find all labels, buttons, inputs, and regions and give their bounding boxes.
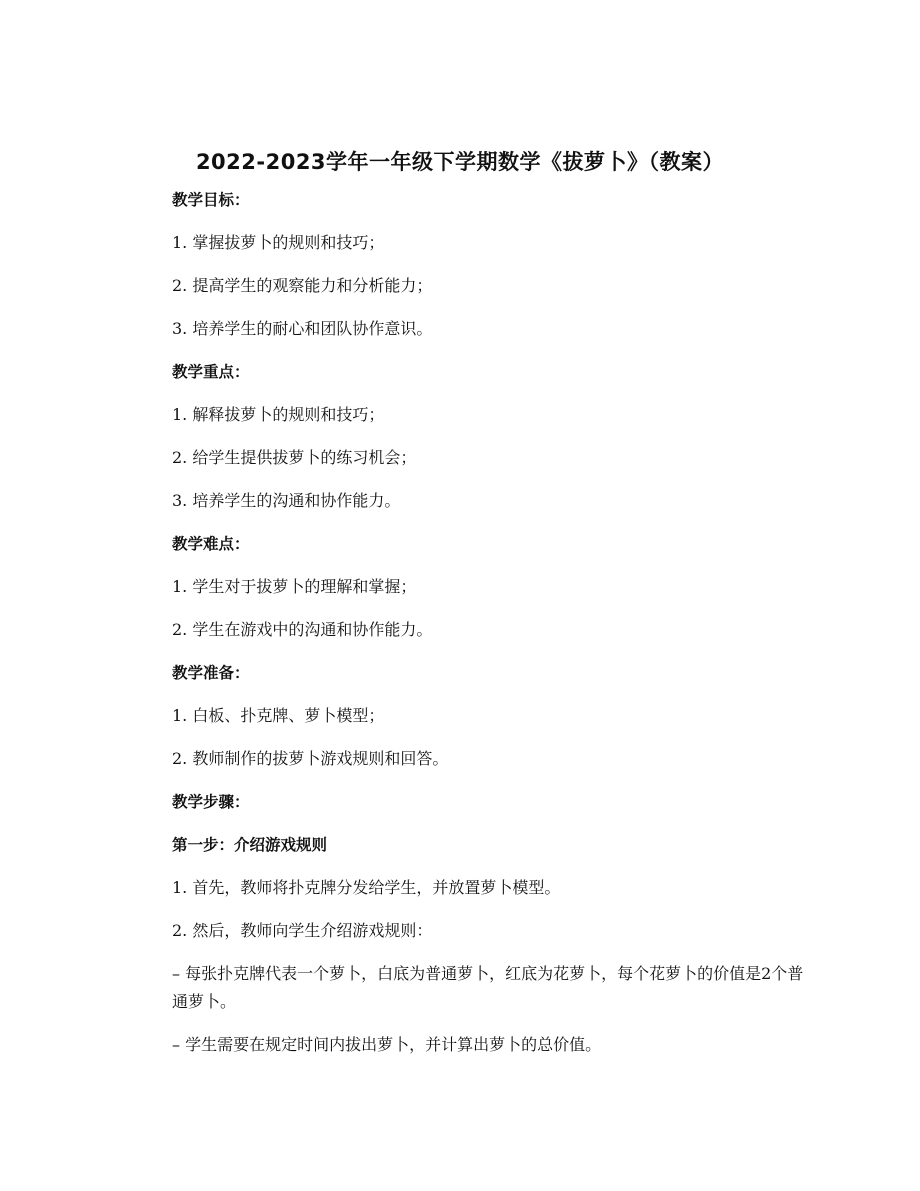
section-heading-key-points: 教学重点： <box>172 363 250 381</box>
section-heading-preparation: 教学准备： <box>172 664 250 682</box>
rule-item-card-value: – 每张扑克牌代表一个萝卜，白底为普通萝卜，红底为花萝卜，每个花萝卜的价值是2个普通萝卜。 <box>172 964 804 1011</box>
list-item: 2. 给学生提供拔萝卜的练习机会； <box>172 448 417 467</box>
section-heading-goals: 教学目标： <box>172 191 250 209</box>
list-item: 1. 掌握拔萝卜的规则和技巧； <box>172 233 385 252</box>
list-item: 1. 学生对于拔萝卜的理解和掌握； <box>172 577 417 596</box>
list-item: 2. 然后，教师向学生介绍游戏规则： <box>172 921 433 940</box>
list-item: 2. 教师制作的拔萝卜游戏规则和回答。 <box>172 749 449 768</box>
section-heading-difficulties: 教学难点： <box>172 535 250 553</box>
list-item: 1. 白板、扑克牌、萝卜模型； <box>172 706 385 725</box>
list-item: 3. 培养学生的耐心和团队协作意识。 <box>172 319 433 338</box>
list-item: 2. 提高学生的观察能力和分析能力； <box>172 276 433 295</box>
list-item: 1. 解释拔萝卜的规则和技巧； <box>172 405 385 424</box>
list-item: 3. 培养学生的沟通和协作能力。 <box>172 491 401 510</box>
step-one-heading: 第一步：介绍游戏规则 <box>172 836 328 854</box>
rule-item-time-limit: – 学生需要在规定时间内拔出萝卜，并计算出萝卜的总价值。 <box>172 1035 602 1054</box>
list-item: 1. 首先，教师将扑克牌分发给学生，并放置萝卜模型。 <box>172 878 561 897</box>
document-body <box>172 186 812 1074</box>
list-item: 2. 学生在游戏中的沟通和协作能力。 <box>172 620 433 639</box>
document-title: 2022-2023学年一年级下学期数学《拔萝卜》（教案） <box>195 150 725 174</box>
section-heading-steps: 教学步骤： <box>172 793 250 811</box>
